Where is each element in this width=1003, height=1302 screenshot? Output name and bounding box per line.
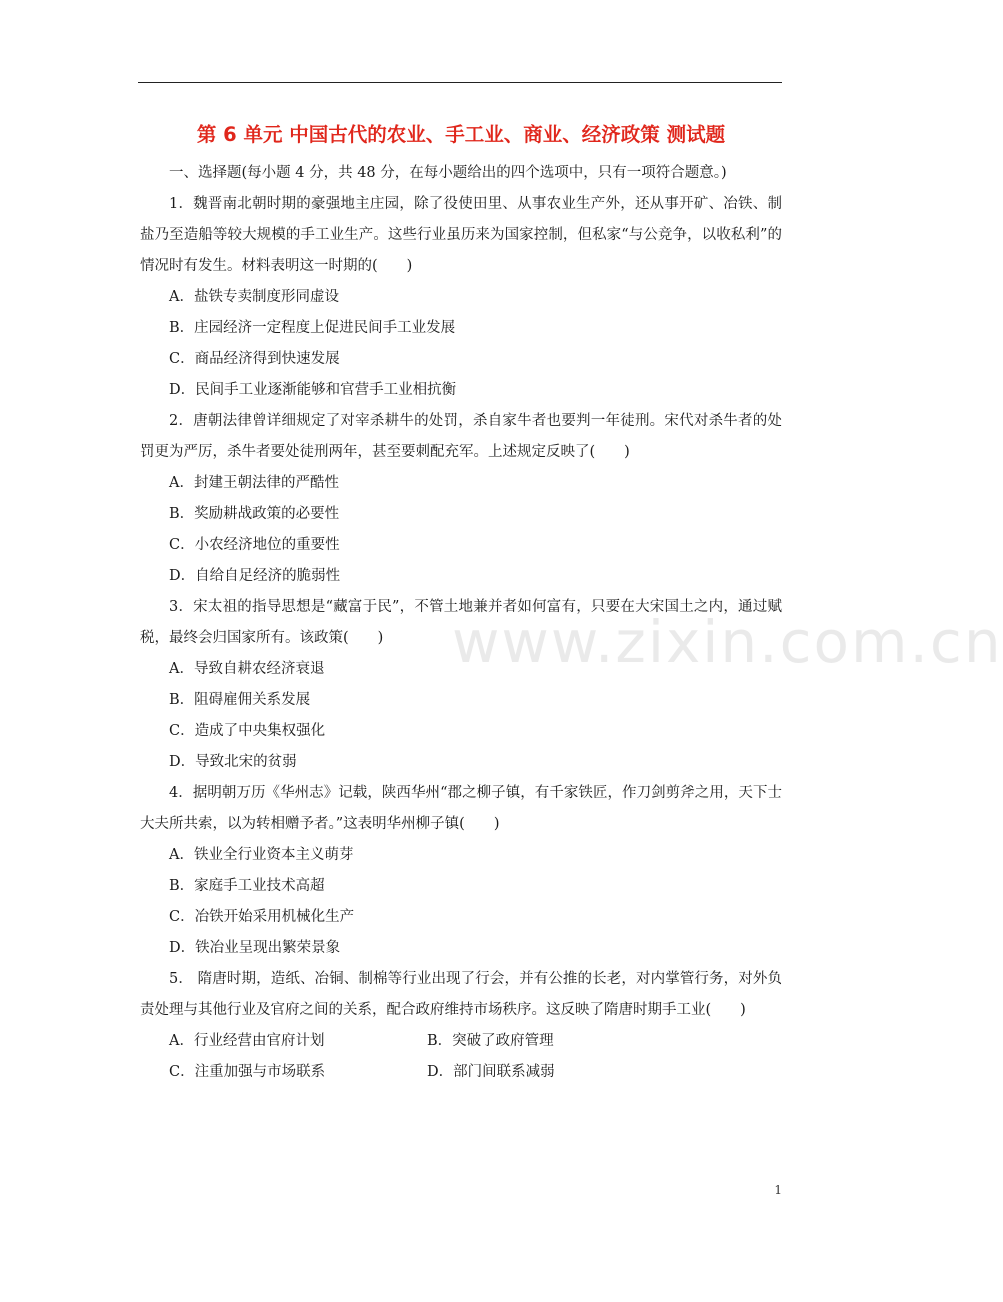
- option-row: [140, 1057, 782, 1088]
- option-b: B．奖励耕战政策的必要性: [169, 506, 340, 522]
- section-intro: 一、选择题(每小题 4 分，共 48 分，在每小题给出的四个选项中，只有一项符合题意。): [169, 165, 727, 181]
- page-title: 第 6 单元 中国古代的农业、手工业、商业、经济政策 测试题: [196, 123, 726, 146]
- option-c: C．注重加强与市场联系: [169, 1064, 326, 1080]
- question-2: [140, 406, 782, 592]
- option-row: [140, 1026, 782, 1057]
- option-b: B．庄园经济一定程度上促进民间手工业发展: [169, 320, 456, 336]
- question-stem: 1．魏晋南北朝时期的豪强地主庄园，除了役使田里、从事农业生产外，还从事开矿、冶铁、制盐乃至造船等较大规模的手工业生产。这些行业虽历来为国家控制，但私家“与公竞争，以收私利”的情况时有发生。材料表明这一时期的( ): [140, 196, 782, 274]
- option-b: B．阻碍雇佣关系发展: [169, 692, 311, 708]
- question-stem: 3．宋太祖的指导思想是“藏富于民”，不管土地兼并者如何富有，只要在大宋国土之内，通过赋税，最终会归国家所有。该政策( ): [140, 599, 782, 646]
- option-d: D．自给自足经济的脆弱性: [169, 568, 341, 584]
- option-c: C．小农经济地位的重要性: [169, 537, 340, 553]
- option-c: C．商品经济得到快速发展: [169, 351, 340, 367]
- option-d: D．民间手工业逐渐能够和官营手工业相抗衡: [169, 382, 457, 398]
- question-3: [140, 592, 782, 778]
- option-d: D．导致北宋的贫弱: [169, 754, 297, 770]
- header-rule: [138, 82, 782, 83]
- page-number: 1: [774, 1183, 782, 1197]
- option-a: A．导致自耕农经济衰退: [169, 661, 325, 677]
- document-page: [140, 118, 782, 1088]
- option-a: A．铁业全行业资本主义萌芽: [169, 847, 354, 863]
- question-1: [140, 189, 782, 406]
- option-b: B．家庭手工业技术高超: [169, 878, 325, 894]
- option-a: A．封建王朝法律的严酷性: [169, 475, 339, 491]
- option-b: B．突破了政府管理: [427, 1033, 554, 1049]
- option-c: C．造成了中央集权强化: [169, 723, 326, 739]
- watermark: www.zixin.com.cn: [452, 608, 1003, 676]
- option-c: C．冶铁开始采用机械化生产: [169, 909, 355, 925]
- question-stem: 4．据明朝万历《华州志》记载，陕西华州“郡之柳子镇，有千家铁匠，作刀剑剪斧之用，天下士大夫所共索，以为转相赠予者。”这表明华州柳子镇( ): [140, 785, 782, 832]
- option-d: D．部门间联系减弱: [427, 1064, 555, 1080]
- option-d: D．铁冶业呈现出繁荣景象: [169, 940, 341, 956]
- question-4: [140, 778, 782, 964]
- question-stem: 2．唐朝法律曾详细规定了对宰杀耕牛的处罚，杀自家牛者也要判一年徒刑。宋代对杀牛者的处罚更为严厉，杀牛者要处徒刑两年，甚至要刺配充军。上述规定反映了( ): [140, 413, 782, 460]
- option-a: A．盐铁专卖制度形同虚设: [169, 289, 339, 305]
- question-5: [140, 964, 782, 1088]
- option-a: A．行业经营由官府计划: [169, 1033, 325, 1049]
- question-stem: 5． 隋唐时期，造纸、冶铜、制棉等行业出现了行会，并有公推的长老，对内掌管行务，对外负责处理与其他行业及官府之间的关系，配合政府维持市场秩序。这反映了隋唐时期手工业( ): [140, 971, 782, 1018]
